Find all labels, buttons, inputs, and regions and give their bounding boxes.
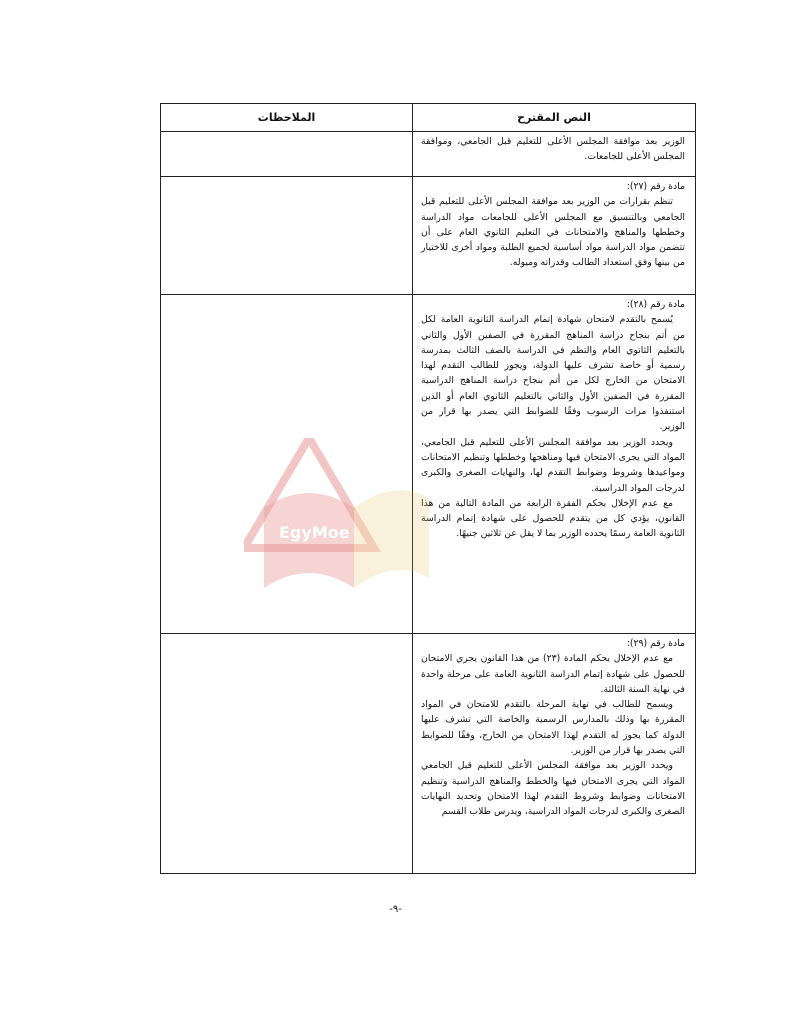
table-row <box>161 634 696 874</box>
paragraph: الوزير بعد موافقة المجلس الأعلى للتعليم قبل الجامعي، وموافقة المجلس الأعلى للجامعات. <box>421 136 685 163</box>
paragraph: مع عدم الإخلال بحكم المادة (٢٣) من هذا القانون يجري الامتحان للحصول على شهادة إتمام الدراسة الثانوية العامة على مرحلة واحدة في نهاية السنة الثالثة. <box>421 653 685 695</box>
table-row <box>161 177 696 295</box>
proposed-text-cell <box>413 132 696 177</box>
paragraph: تنظم بقرارات من الوزير بعد موافقة المجلس الأعلى للتعليم قبل الجامعي وبالتنسيق مع المجلس الأعلى للجامعات مواد الدراسة وخططها والمناهج والامتحانات في التعليم الثانوي العام على أن تتضمن مواد الدراسة مواد أساسية لجميع الطلبة ومواد أخرى للاختيار من بينها وفق استعداد الطالب وقدراته وميوله. <box>421 196 685 269</box>
header-notes: الملاحظات <box>161 104 413 132</box>
article-title: مادة رقم (٢٨): <box>626 299 685 310</box>
paragraph: مع عدم الإخلال بحكم الفقرة الرابعة من المادة التالية من هذا القانون، يؤدي كل من يتقدم للحصول على شهادة إتمام الدراسة الثانوية العامة رسمًا يحدده الوزير بما لا يقل عن ثلاثين جنيهًا. <box>421 497 685 540</box>
notes-cell <box>161 634 413 874</box>
paragraph: ويسمح للطالب في نهاية المرحلة بالتقدم للامتحان في المواد المقررة بها وذلك بالمدارس الرسمية والخاصة التي تشرف عليها الدولة كما يجوز له التقدم لهذا الامتحان من الخارج، وفقًا للضوابط التي يصدر بها قرار من الوزير. <box>421 699 685 757</box>
page-number: -٩- <box>389 904 402 915</box>
paragraph: ويحدد الوزير بعد موافقة المجلس الأعلى للتعليم قبل الجامعي المواد التي يجرى الامتحان فيها والخطط والمناهج الدراسية وتنظيم الامتحانات وضوابط وشروط التقدم لهذا الامتحان وتحديد النهايات الصغرى والكبرى لدرجات المواد الدراسية، ويدرس طلاب القسم <box>421 760 685 818</box>
proposed-text-cell <box>413 295 696 634</box>
notes-cell <box>161 132 413 177</box>
paragraph: ويحدد الوزير بعد موافقة المجلس الأعلى للتعليم قبل الجامعي، المواد التي يجرى الامتحان فيها ومناهجها وخططها وتنظيم الامتحانات ومواعيدها وشروط وضوابط التقدم لها، والنهايات الصغرى والكبرى لدرجات المواد الدراسية. <box>421 436 685 494</box>
table-row <box>161 295 696 634</box>
proposed-text-cell <box>413 177 696 295</box>
table-header-row <box>161 104 696 132</box>
table-row <box>161 132 696 177</box>
paragraph: يُسمح بالتقدم لامتحان شهادة إتمام الدراسة الثانوية العامة لكل من أتم بنجاح دراسة المناهج المقررة في الصفين الأول والثاني بالتعليم الثانوي العام والتظم في الدراسة بالصف الثالث بمدرسة رسمية أو خاصة تشرف عليها الدولة، ويجوز للطالب التقدم لهذا الامتحان من الخارج لكل من أتم بنجاح دراسة المناهج الدراسية المقررة في الصفين الأول والثاني بالتعليم الثانوي العام أو الذين استنفذوا مرات الرسوب وفقًا للضوابط التي يصدر بها قرار من الوزير. <box>421 314 685 433</box>
watermark-text: EgyMoe <box>279 523 350 542</box>
article-title: مادة رقم (٢٩): <box>626 638 685 649</box>
notes-cell <box>161 177 413 295</box>
article-title: مادة رقم (٢٧): <box>626 181 685 192</box>
notes-cell <box>161 295 413 634</box>
proposal-table <box>160 103 696 874</box>
header-proposed-text: النص المقترح <box>413 104 696 132</box>
proposed-text-cell <box>413 634 696 874</box>
